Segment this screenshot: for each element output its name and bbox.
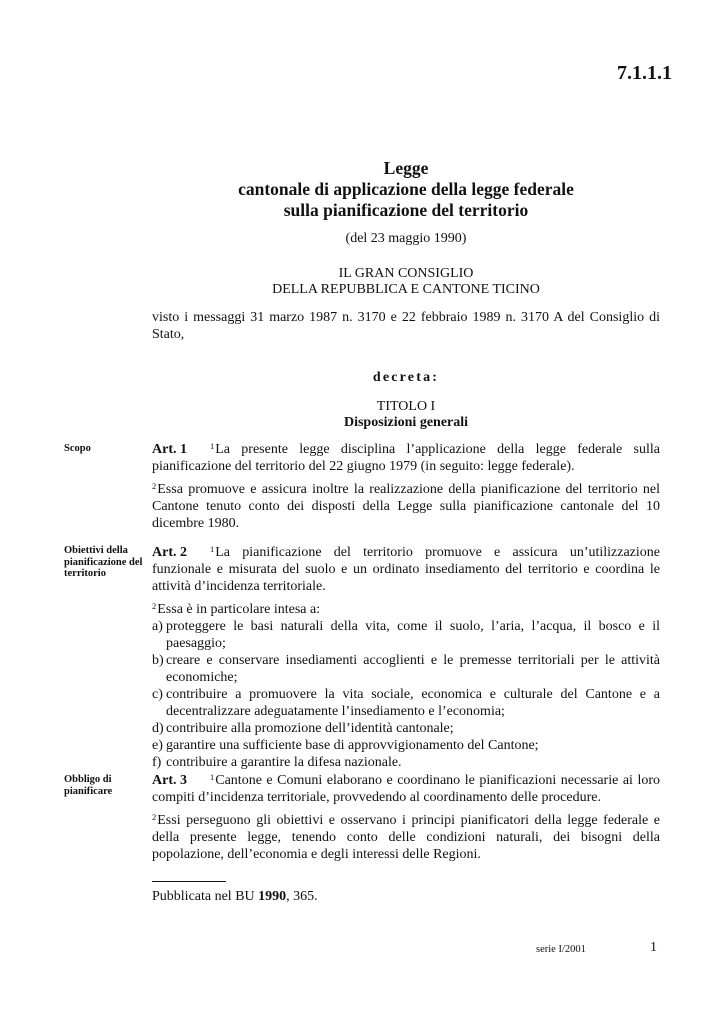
document-number: 7.1.1.1 <box>617 62 672 84</box>
paragraph-number: 1 <box>210 544 215 554</box>
law-title-line-1: Legge <box>383 158 429 178</box>
list-item <box>152 686 660 720</box>
article-3-para-1 <box>152 769 660 806</box>
list-item-marker: c) <box>152 687 163 702</box>
list-item-marker: e) <box>152 738 163 753</box>
preamble: visto i messaggi 31 marzo 1987 n. 3170 e 22 febbraio 1989 n. 3170 A del Consiglio di Stato, <box>152 310 660 342</box>
paragraph-number: 1 <box>210 772 215 782</box>
page-number: 1 <box>650 940 657 955</box>
article-2-para-2 <box>152 598 660 618</box>
article-2-label: Art. 2 <box>152 545 187 560</box>
list-item <box>152 737 660 754</box>
list-item-marker: a) <box>152 619 163 634</box>
paragraph-text: Cantone e Comuni elaborano e coordinano le pianificazioni necessarie ai loro compiti d’incidenza territoriale, provvedendo al coordinamento delle procedure. <box>152 773 660 805</box>
list-item-marker: f) <box>152 755 162 770</box>
paragraph-text: Essi perseguono gli obiettivi e osservano i principi pianificatori della legge federale e della presente legge, tenendo conto delle condizioni naturali, dei bisogni della popolazione, dell’economia e degli interessi delle Regioni. <box>152 813 660 862</box>
title-block <box>152 158 660 298</box>
title-section-heading <box>152 399 660 431</box>
margin-note-obbligo: Obbligo di pianificare <box>64 774 113 797</box>
paragraph-number: 2 <box>152 812 157 822</box>
article-1 <box>152 438 660 532</box>
council-line-1: IL GRAN CONSIGLIO <box>338 266 474 281</box>
list-item-text: contribuire a promuovere la vita sociale, economica e culturale del Cantone e a decentralizzare adeguatamente l’insediamento e l’economia; <box>166 687 660 719</box>
article-1-para-1 <box>152 438 660 475</box>
paragraph-number: 2 <box>152 481 157 491</box>
margin-note-obiettivi: Obiettivi della pianificazione del territorio <box>64 545 143 579</box>
article-3-label: Art. 3 <box>152 773 187 788</box>
article-3 <box>152 769 660 863</box>
title-name: Disposizioni generali <box>343 415 469 430</box>
article-2 <box>152 541 660 771</box>
paragraph-number: 1 <box>210 441 215 451</box>
list-item-text: contribuire a garantire la difesa nazionale. <box>166 755 402 770</box>
law-date: (del 23 maggio 1990) <box>345 231 467 246</box>
list-item-text: contribuire alla promozione dell’identità cantonale; <box>166 721 454 736</box>
article-1-label: Art. 1 <box>152 442 187 457</box>
list-item-text: proteggere le basi naturali della vita, come il suolo, l’aria, l’acqua, il bosco e il paesaggio; <box>166 619 660 651</box>
series-label: serie I/2001 <box>536 944 586 955</box>
footnote-year: 1990 <box>258 889 287 904</box>
article-1-para-2 <box>152 478 660 532</box>
paragraph-text: Essa promuove e assicura inoltre la realizzazione della pianificazione del territorio nel Cantone tenuto conto dei disposti della Legge sulla pianificazione cantonale del 10 dicembre 1980. <box>152 482 660 531</box>
council-line-2: DELLA REPUBBLICA E CANTONE TICINO <box>272 282 540 297</box>
law-title-line-3: sulla pianificazione del territorio <box>283 200 529 220</box>
list-item <box>152 652 660 686</box>
article-2-list <box>152 618 660 771</box>
margin-note-scopo: Scopo <box>64 443 91 454</box>
list-item-text: creare e conservare insediamenti accoglienti e le premesse territoriali per le attività economiche; <box>166 653 660 685</box>
footnote <box>152 889 318 905</box>
paragraph-number: 2 <box>152 601 157 611</box>
list-item-marker: d) <box>152 721 164 736</box>
council-heading <box>152 266 660 298</box>
decreta-heading: decreta: <box>372 370 440 385</box>
title-number: TITOLO I <box>376 399 436 414</box>
paragraph-text: La pianificazione del territorio promuove e assicura un’utilizzazione funzionale e misurata del suolo e un ordinato insediamento del territorio e coordina le attività d’incidenza territoriale. <box>152 545 660 594</box>
list-item-text: garantire una sufficiente base di approvvigionamento del Cantone; <box>166 738 539 753</box>
paragraph-text: Essa è in particolare intesa a: <box>157 602 321 617</box>
list-item <box>152 720 660 737</box>
footnote-suffix: , 365. <box>286 889 318 904</box>
footnote-rule <box>152 881 226 882</box>
article-2-para-1 <box>152 541 660 595</box>
footnote-prefix: Pubblicata nel BU <box>152 889 259 904</box>
article-3-para-2 <box>152 809 660 863</box>
law-title-line-2: cantonale di applicazione della legge federale <box>238 179 574 199</box>
list-item <box>152 618 660 652</box>
paragraph-text: La presente legge disciplina l’applicazione della legge federale sulla pianificazione del territorio del 22 giugno 1979 (in seguito: legge federale). <box>152 442 660 474</box>
list-item-marker: b) <box>152 653 164 668</box>
